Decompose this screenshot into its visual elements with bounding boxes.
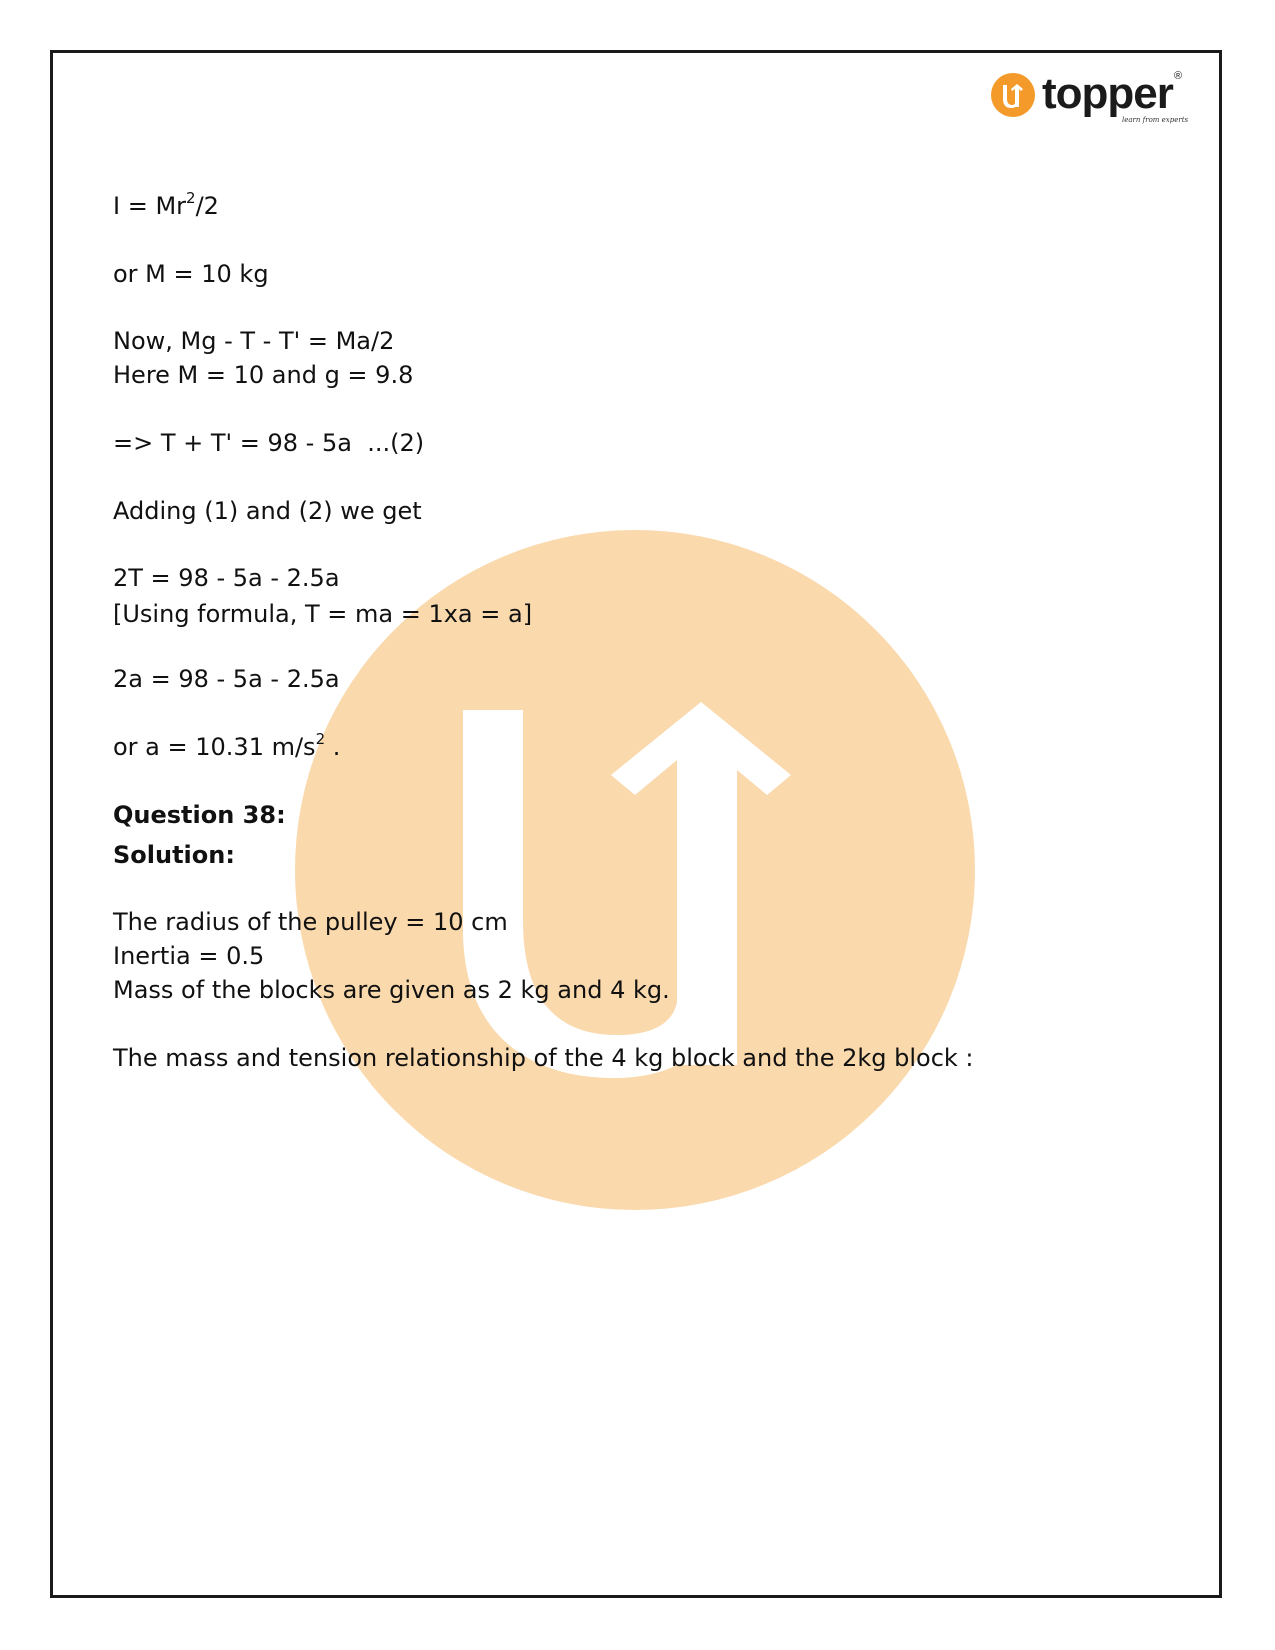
equation-inertia: $I = Mr^2/2$ [113,189,219,220]
question-heading: Question 38: [113,801,286,829]
formula-note: [Using formula, T = ma = 1xa = a] [113,600,533,628]
equation-2: => T + T' = 98 - 5a ...(2) [113,429,425,457]
watermark-circle [295,530,975,1210]
given-values: Here M = 10 and g = 9.8 [113,361,414,389]
inertia-value: Inertia = 0.5 [113,942,265,970]
equation-mass: or M = 10 kg [113,260,269,288]
logo-wordmark: topper [1042,69,1173,118]
equation-force-balance: Now, Mg - T - T' = Ma/2 [113,327,395,355]
topper-badge-icon [990,72,1036,118]
pulley-radius: The radius of the pulley = 10 cm [113,908,508,936]
equation-2t: 2T = 98 - 5a - 2.5a [113,564,340,592]
logo-tagline: learn from experts [1122,116,1189,124]
equation-2a: 2a = 98 - 5a - 2.5a [113,665,340,693]
block-masses: Mass of the blocks are given as 2 kg and 4 kg. [113,976,670,1004]
registered-mark: ® [1174,70,1183,82]
adding-text: Adding (1) and (2) we get [113,497,422,525]
watermark-logo-icon [295,530,975,1210]
topper-logo [990,66,1190,130]
tension-relationship: The mass and tension relationship of the 4 kg block and the 2kg block : [113,1044,974,1072]
solution-heading: Solution: [113,841,235,869]
result-acceleration: or a = 10.31 $m/s^2$ . [113,730,341,761]
